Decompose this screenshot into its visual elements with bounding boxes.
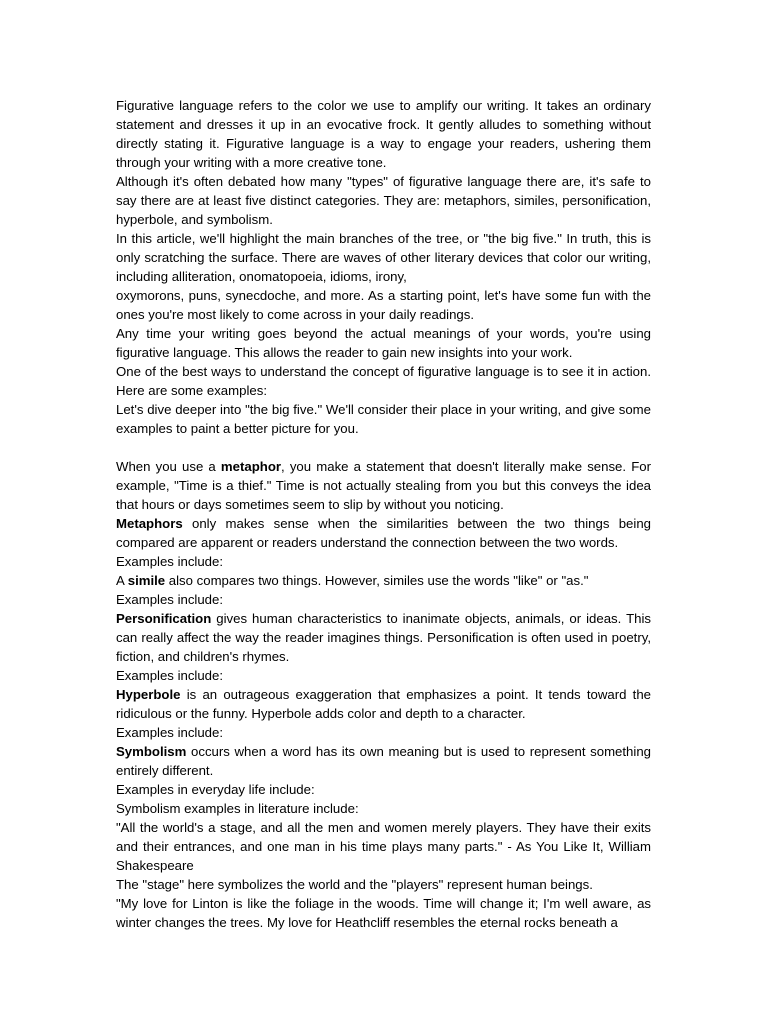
metaphor-paragraph (116, 457, 651, 514)
simile-text-post: also compares two things. However, similes use the words "like" or "as." (165, 573, 589, 588)
examples-everyday-life: Examples in everyday life include: (116, 782, 315, 797)
personification-paragraph (116, 609, 651, 666)
metaphors-text: only makes sense when the similarities between the two things being compared are apparent or readers understand the connection between the two words. (116, 516, 651, 550)
simile-paragraph (116, 571, 651, 590)
hyperbole-term: Hyperbole (116, 687, 181, 702)
wuthering-heights-quote: "My love for Linton is like the foliage in the woods. Time will change it; I'm well aware, as winter changes the trees. My love for Heathcliff resembles the eternal rocks beneath a (116, 896, 651, 930)
examples-include-personification: Examples include: (116, 668, 224, 683)
simile-term: simile (127, 573, 166, 588)
definition-paragraph: Any time your writing goes beyond the actual meanings of your words, you're using figurative language. This allows the reader to gain new insights into your work. (116, 326, 651, 360)
symbolism-text: occurs when a word has its own meaning but is used to represent something entirely different. (116, 744, 651, 778)
big-five-paragraph: In this article, we'll highlight the main branches of the tree, or "the big five." In truth, this is only scratching the surface. There are waves of other literary devices that color our writing, including alliteration, onomatopoeia, idioms, irony, (116, 231, 651, 284)
metaphor-text-post: , you make a statement that doesn't literally make sense. For example, "Time is a thief." Time is not actually stealing from you but this conveys the idea that hours or days sometimes seem to slip by without you noticing. (116, 459, 651, 512)
shakespeare-quote: "All the world's a stage, and all the men and women merely players. They have their exits and their entrances, and one man in his time plays many parts." - As You Like It, William Shakespeare (116, 820, 651, 873)
metaphors-term: Metaphors (116, 516, 183, 531)
personification-term: Personification (116, 611, 212, 626)
metaphor-text-pre: When you use a (116, 459, 221, 474)
personification-text: gives human characteristics to inanimate objects, animals, or ideas. This can really affect the way the reader imagines things. Personification is often used in poetry, fiction, and children's rhymes. (116, 611, 651, 664)
examples-include-metaphor: Examples include: (116, 554, 224, 569)
symbolism-paragraph (116, 742, 651, 780)
hyperbole-paragraph (116, 685, 651, 723)
dive-deeper-paragraph: Let's dive deeper into "the big five." We'll consider their place in your writing, and give some examples to paint a better picture for you. (116, 402, 651, 436)
symbolism-term: Symbolism (116, 744, 187, 759)
blank-line (116, 438, 651, 457)
document-body (116, 96, 651, 932)
hyperbole-text: is an outrageous exaggeration that emphasizes a point. It tends toward the ridiculous or the funny. Hyperbole adds color and depth to a character. (116, 687, 651, 721)
simile-text-pre: A (116, 573, 128, 588)
metaphor-term: metaphor (220, 459, 282, 474)
devices-paragraph: oxymorons, puns, synecdoche, and more. As a starting point, let's have some fun with the ones you're most likely to come across in your daily readings. (116, 288, 651, 322)
examples-include-simile: Examples include: (116, 592, 224, 607)
examples-include-hyperbole: Examples include: (116, 725, 224, 740)
stage-explanation: The "stage" here symbolizes the world and the "players" represent human beings. (116, 877, 593, 892)
metaphors-paragraph (116, 514, 651, 552)
types-paragraph: Although it's often debated how many "types" of figurative language there are, it's safe to say there are at least five distinct categories. They are: metaphors, similes, personification, hyperbole, and symbolism. (116, 174, 651, 227)
examples-literature: Symbolism examples in literature include: (116, 801, 359, 816)
examples-intro-paragraph: One of the best ways to understand the concept of figurative language is to see it in action. Here are some examples: (116, 364, 651, 398)
intro-paragraph: Figurative language refers to the color we use to amplify our writing. It takes an ordinary statement and dresses it up in an evocative frock. It gently alludes to something without directly stating it. Figurative language is a way to engage your readers, ushering them through your writing with a more creative tone. (116, 98, 651, 170)
